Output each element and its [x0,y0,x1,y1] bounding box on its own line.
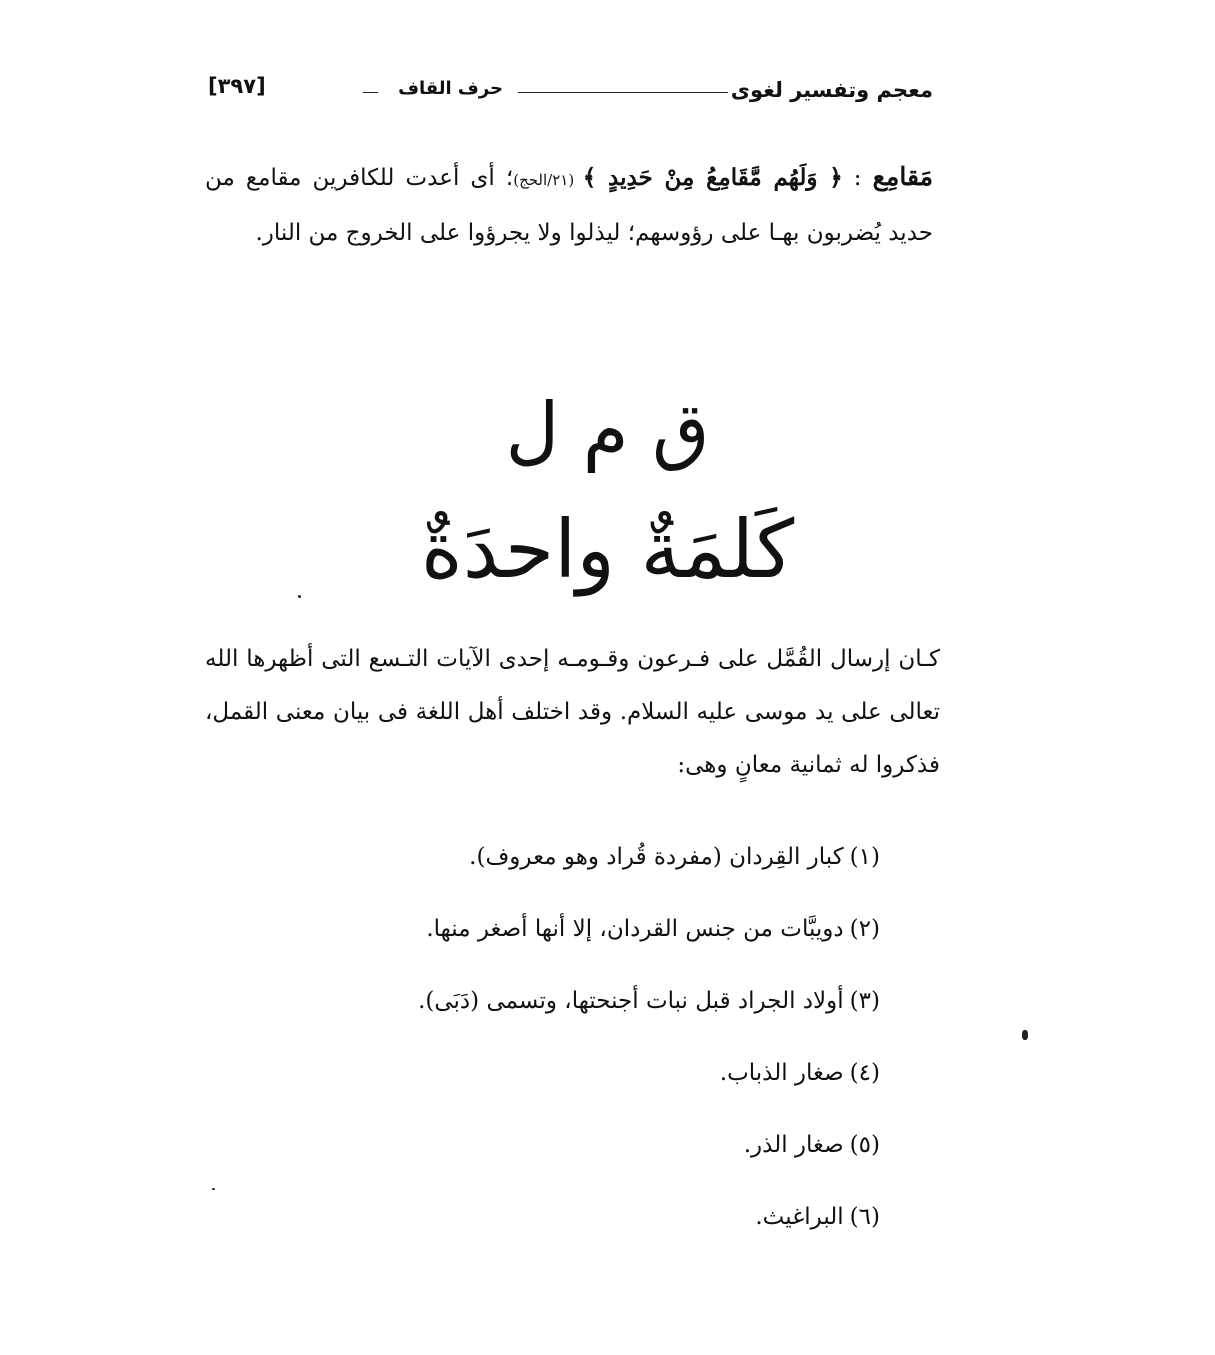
meanings-list [418,832,880,1264]
item-text: أولاد الجراد قبل نبات أجنحتها، وتسمى (دَبَى). [418,988,844,1014]
header-rule-short [363,92,378,93]
running-header [208,74,933,110]
scan-speck [212,1188,215,1190]
item-text: دويبَّات من جنس القردان، إلا أنها أصغر منها. [426,916,844,942]
item-number: (٤) [849,1060,880,1086]
list-item [418,904,880,976]
root-letters: ق م ل [505,387,710,473]
previous-entry [205,150,933,260]
entry-explanation: ؛ أى أعدت للكافرين مقامع من حديد يُضربون بهـا على رؤوسهم؛ ليذلوا ولا يجرؤوا على الخروج من النار. [205,165,933,246]
item-number: (٢) [849,916,880,942]
list-item [418,832,880,904]
section-title: كَلمَةٌ واحدَةٌ [420,503,795,596]
item-number: (٦) [849,1204,880,1230]
item-number: (٥) [849,1132,880,1158]
list-item [418,1120,880,1192]
section-name: حرف القاف [398,78,503,99]
quran-reference: (٢١/الحج) [513,171,583,189]
intro-paragraph: كـان إرسال القُمَّل على فـرعون وقـومـه إحدى الآيات التـسع التى أظهرها الله تعالى على يد موسى عليه السلام. وقد اختلف أهل اللغة فى بيان معنى القمل، فذكروا له ثمانية معانٍ وهى: [205,646,940,778]
scan-speck [298,595,301,598]
item-text: صغار الذباب. [719,1060,844,1086]
entry-separator: : [842,165,873,191]
item-number: (١) [849,844,880,870]
list-item [418,1048,880,1120]
item-number: (٣) [849,988,880,1014]
entry-headword: مَقامِع [872,162,933,191]
book-title: معجم وتفسير لغوى [730,78,933,102]
list-item [418,1192,880,1264]
quran-quote: ﴿ وَلَهُم مَّقَامِعُ مِنْ حَدِيدٍ ﴾ [582,164,843,191]
page-number: [٣٩٧] [208,74,266,98]
scan-speck [1022,1030,1028,1040]
header-rule [518,92,728,93]
item-text: صغار الذر. [743,1132,844,1158]
item-text: كبار القِردان (مفردة قُراد وهو معروف). [469,844,844,870]
item-text: البراغيث. [755,1204,844,1230]
list-item [418,976,880,1048]
